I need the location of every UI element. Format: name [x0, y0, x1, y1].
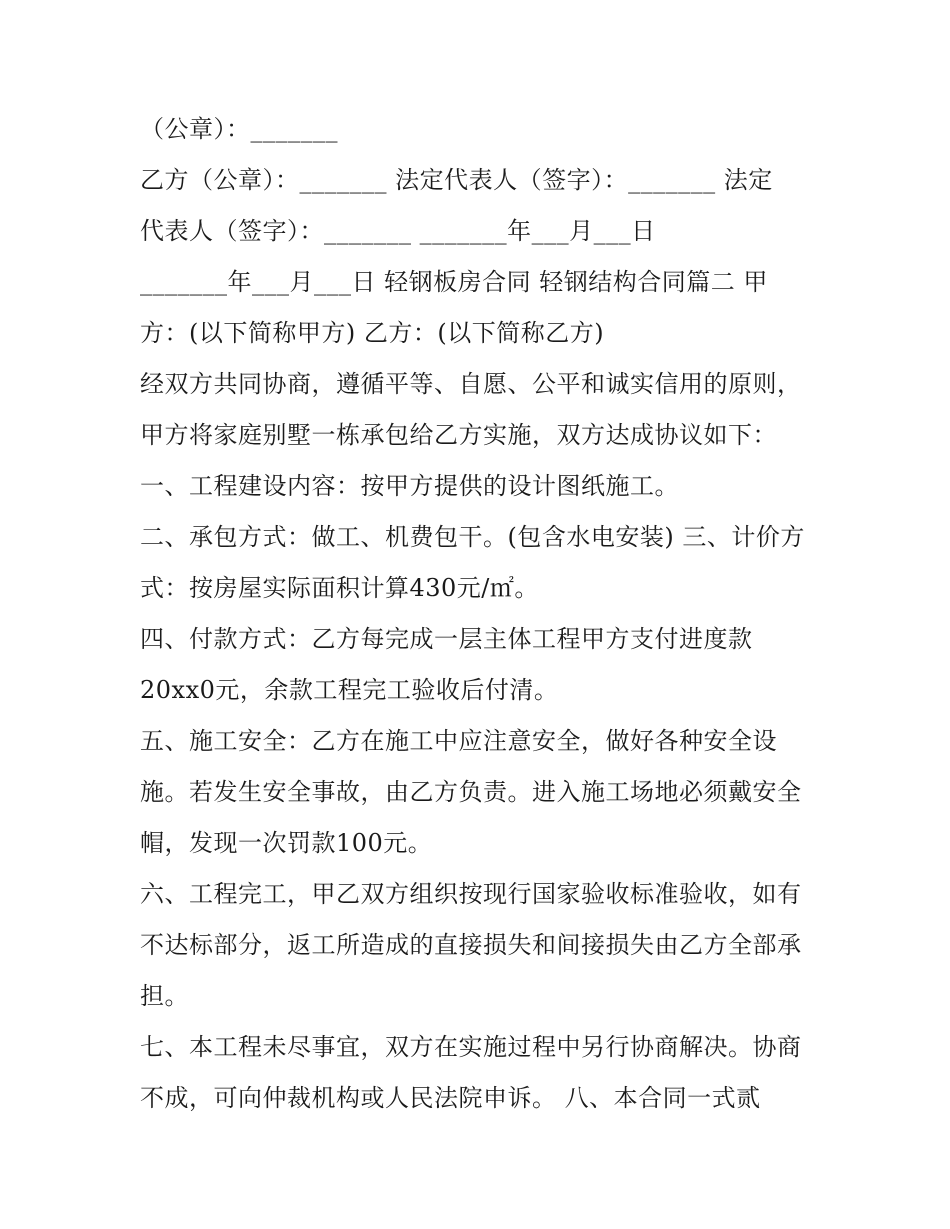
- text-line: 式：按房屋实际面积计算430元/㎡。: [140, 574, 539, 602]
- text-line: 方：(以下简称甲方) 乙方：(以下简称乙方): [140, 319, 605, 347]
- text-line: （公章）：_______: [140, 115, 338, 143]
- text-line: 七、本工程未尽事宜，双方在实施过程中另行协商解决。协商: [140, 1033, 802, 1061]
- text-line: 代表人（签字）：_______ _______年___月___日: [140, 217, 656, 245]
- contract-text: [140, 104, 820, 1124]
- text-line: 20xx0元，余款工程完工验收后付清。: [140, 676, 559, 704]
- text-line: 五、施工安全：乙方在施工中应注意安全，做好各种安全设: [140, 727, 777, 755]
- text-line: 甲方将家庭别墅一栋承包给乙方实施，双方达成协议如下：: [140, 421, 777, 449]
- text-line: 经双方共同协商，遵循平等、自愿、公平和诚实信用的原则，: [140, 370, 802, 398]
- text-line: 担。: [140, 982, 189, 1010]
- text-line: 四、付款方式：乙方每完成一层主体工程甲方支付进度款: [140, 625, 753, 653]
- text-line: 二、承包方式：做工、机费包干。(包含水电安装) 三、计价方: [140, 523, 805, 551]
- text-line: 一、工程建设内容：按甲方提供的设计图纸施工。: [140, 472, 679, 500]
- text-line: 帽，发现一次罚款100元。: [140, 829, 433, 857]
- text-line: _______年___月___日 轻钢板房合同 轻钢结构合同篇二 甲: [140, 268, 768, 296]
- text-line: 不达标部分，返工所造成的直接损失和间接损失由乙方全部承: [140, 931, 802, 959]
- text-line: 乙方（公章）：_______ 法定代表人（签字）：_______ 法定: [140, 166, 773, 194]
- text-line: 施。若发生安全事故，由乙方负责。进入施工场地必须戴安全: [140, 778, 802, 806]
- text-line: 不成，可向仲裁机构或人民法院申诉。 八、本合同一式贰: [140, 1084, 761, 1112]
- text-line: 六、工程完工，甲乙双方组织按现行国家验收标准验收，如有: [140, 880, 802, 908]
